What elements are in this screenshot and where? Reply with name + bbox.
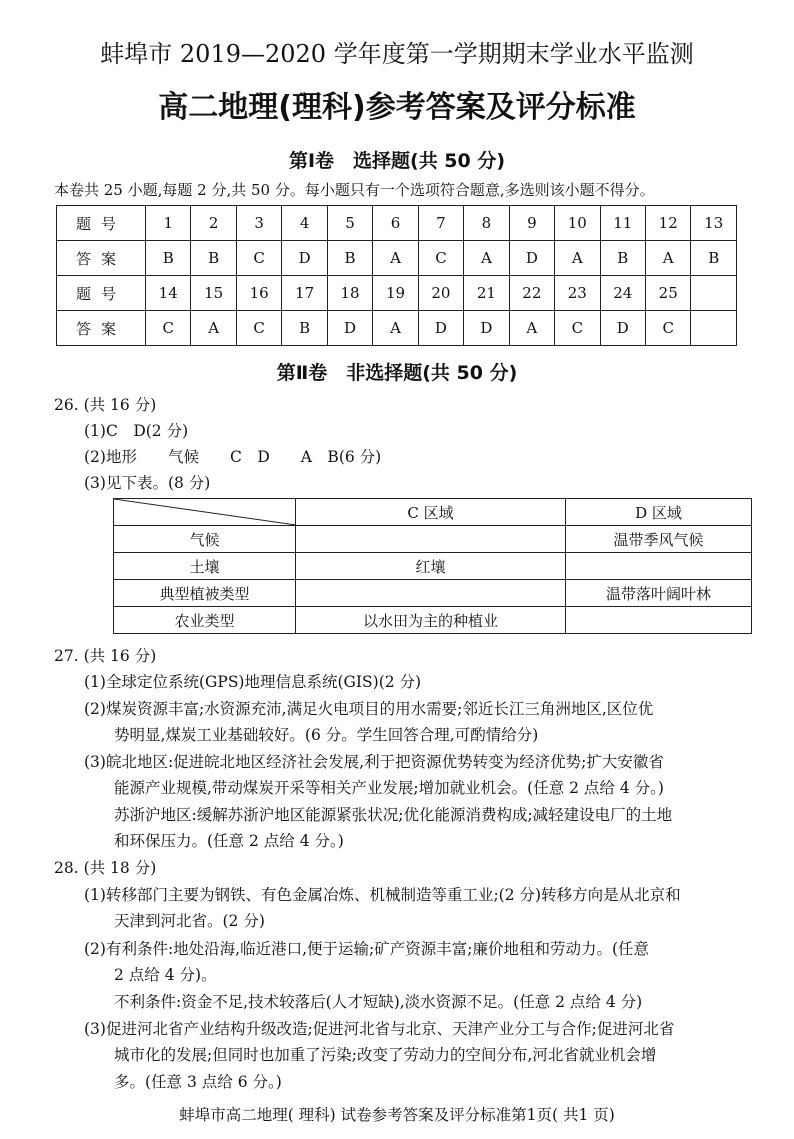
q26-answer-1: (1)C D(2 分) <box>84 422 189 440</box>
row-label: 答案 <box>57 311 146 346</box>
question-number: 11 <box>600 206 645 241</box>
exam-title: 蚌埠市 2019—2020 学年度第一学期期末学业水平监测 <box>100 40 694 68</box>
answer-cell: A <box>645 241 690 276</box>
question-number: 2 <box>191 206 236 241</box>
d-region-cell: 温带季风气候 <box>566 526 752 553</box>
q28-answer-1a: (1)转移部门主要为钢铁、有色金属冶炼、机械制造等重工业;(2 分)转移方向是从北京和 <box>84 886 681 904</box>
answer-row-1 <box>57 241 737 276</box>
page-footer: 蚌埠市高二地理( 理科) 试卷参考答案及评分标准第1页( 共1 页) <box>179 1106 615 1124</box>
answer-cell: B <box>691 241 737 276</box>
region-table-row <box>114 526 752 553</box>
q27-answer-2b: 势明显,煤炭工业基础较好。(6 分。学生回答合理,可酌情给分) <box>114 726 539 744</box>
q27-answer-3d: 和环保压力。(任意 2 点给 4 分。) <box>114 832 344 850</box>
answer-cell: D <box>600 311 645 346</box>
d-region-cell: 温带落叶阔叶林 <box>566 580 752 607</box>
row-label: 农业类型 <box>114 607 296 634</box>
choice-answer-table <box>56 205 737 346</box>
question-number: 5 <box>327 206 372 241</box>
q26-answer-3: (3)见下表。(8 分) <box>84 474 211 492</box>
question-number: 1 <box>146 206 191 241</box>
question-number: 21 <box>464 276 509 311</box>
question-number: 13 <box>691 206 737 241</box>
answer-cell: B <box>282 311 327 346</box>
q28-answer-3b: 城市化的发展;但同时也加重了污染;改变了劳动力的空间分布,河北省就业机会增 <box>114 1046 657 1064</box>
q27-answer-3c: 苏浙沪地区:缓解苏浙沪地区能源紧张状况;优化能源消费构成;减轻建设电厂的土地 <box>114 806 673 824</box>
document-subtitle: 高二地理(理科)参考答案及评分标准 <box>158 90 636 125</box>
answer-cell: A <box>555 241 600 276</box>
question-number: 23 <box>555 276 600 311</box>
question-number: 16 <box>236 276 281 311</box>
region-comparison-table <box>113 498 752 634</box>
q27-answer-2a: (2)煤炭资源丰富;水资源充沛,满足火电项目的用水需要;邻近长江三角洲地区,区位优 <box>84 700 654 718</box>
c-region-cell <box>296 526 566 553</box>
row-label: 答案 <box>57 241 146 276</box>
q28-answer-1b: 天津到河北省。(2 分) <box>114 912 265 930</box>
answer-cell: B <box>191 241 236 276</box>
question-number: 14 <box>146 276 191 311</box>
q26-title: 26. (共 16 分) <box>54 396 157 414</box>
question-number: 24 <box>600 276 645 311</box>
q28-answer-2c: 不利条件:资金不足,技术较落后(人才短缺),淡水资源不足。(任意 2 点给 4 分) <box>114 993 643 1011</box>
answer-cell: D <box>509 241 554 276</box>
c-region-cell <box>296 580 566 607</box>
answer-cell: D <box>282 241 327 276</box>
question-number: 20 <box>418 276 463 311</box>
answer-cell: A <box>373 241 418 276</box>
answer-cell: C <box>146 311 191 346</box>
empty-cell <box>691 276 737 311</box>
header-d-region: D 区域 <box>566 499 752 526</box>
c-region-cell: 红壤 <box>296 553 566 580</box>
answer-cell: B <box>146 241 191 276</box>
empty-cell <box>691 311 737 346</box>
row-label: 题号 <box>57 276 146 311</box>
answer-cell: A <box>464 241 509 276</box>
row-label: 题号 <box>57 206 146 241</box>
q28-answer-3a: (3)促进河北省产业结构升级改造;促进河北省与北京、天津产业分工与合作;促进河北省 <box>84 1020 675 1038</box>
answer-cell: A <box>373 311 418 346</box>
d-region-cell <box>566 607 752 634</box>
part1-heading: 第Ⅰ卷 选择题(共 50 分) <box>288 150 506 172</box>
answer-cell: B <box>327 241 372 276</box>
answer-row-2 <box>57 311 737 346</box>
region-table-header <box>114 499 752 526</box>
answer-cell: D <box>418 311 463 346</box>
q27-answer-3b: 能源产业规模,带动煤炭开采等相关产业发展;增加就业机会。(任意 2 点给 4 分。) <box>114 779 664 797</box>
question-number: 17 <box>282 276 327 311</box>
row-label: 气候 <box>114 526 296 553</box>
question-number: 9 <box>509 206 554 241</box>
q28-answer-3c: 多。(任意 3 点给 6 分。) <box>114 1073 282 1091</box>
diagonal-line <box>114 499 296 525</box>
diagonal-header-cell <box>114 499 296 526</box>
question-number: 7 <box>418 206 463 241</box>
c-region-cell: 以水田为主的种植业 <box>296 607 566 634</box>
question-number: 6 <box>373 206 418 241</box>
answer-cell: C <box>236 241 281 276</box>
q27-answer-3a: (3)皖北地区:促进皖北地区经济社会发展,利于把资源优势转变为经济优势;扩大安徽省 <box>84 753 664 771</box>
question-number: 8 <box>464 206 509 241</box>
question-row-1 <box>57 206 737 241</box>
part2-heading: 第Ⅱ卷 非选择题(共 50 分) <box>276 362 518 384</box>
row-label: 土壤 <box>114 553 296 580</box>
q27-answer-1: (1)全球定位系统(GPS)地理信息系统(GIS)(2 分) <box>84 673 422 691</box>
answer-cell: C <box>555 311 600 346</box>
row-label: 典型植被类型 <box>114 580 296 607</box>
question-number: 4 <box>282 206 327 241</box>
answer-cell: C <box>645 311 690 346</box>
question-number: 12 <box>645 206 690 241</box>
answer-cell: B <box>600 241 645 276</box>
region-table-row <box>114 580 752 607</box>
question-number: 18 <box>327 276 372 311</box>
header-c-region: C 区域 <box>296 499 566 526</box>
question-number: 22 <box>509 276 554 311</box>
region-table-row <box>114 553 752 580</box>
answer-cell: A <box>509 311 554 346</box>
question-row-2 <box>57 276 737 311</box>
question-number: 15 <box>191 276 236 311</box>
region-table-row <box>114 607 752 634</box>
answer-cell: C <box>236 311 281 346</box>
d-region-cell <box>566 553 752 580</box>
q28-answer-2a: (2)有利条件:地处沿海,临近港口,便于运输;矿产资源丰富;廉价地租和劳动力。(任意 <box>84 940 650 958</box>
q27-title: 27. (共 16 分) <box>54 647 157 665</box>
q28-answer-2b: 2 点给 4 分)。 <box>114 966 217 984</box>
answer-cell: D <box>327 311 372 346</box>
answer-cell: A <box>191 311 236 346</box>
question-number: 25 <box>645 276 690 311</box>
q28-title: 28. (共 18 分) <box>54 859 157 877</box>
question-number: 3 <box>236 206 281 241</box>
q26-answer-2: (2)地形 气候 C D A B(6 分) <box>84 448 382 466</box>
question-number: 19 <box>373 276 418 311</box>
answer-cell: C <box>418 241 463 276</box>
question-number: 10 <box>555 206 600 241</box>
answer-cell: D <box>464 311 509 346</box>
part1-intro: 本卷共 25 小题,每题 2 分,共 50 分。每小题只有一个选项符合题意,多选则该小题不得分。 <box>54 181 655 199</box>
